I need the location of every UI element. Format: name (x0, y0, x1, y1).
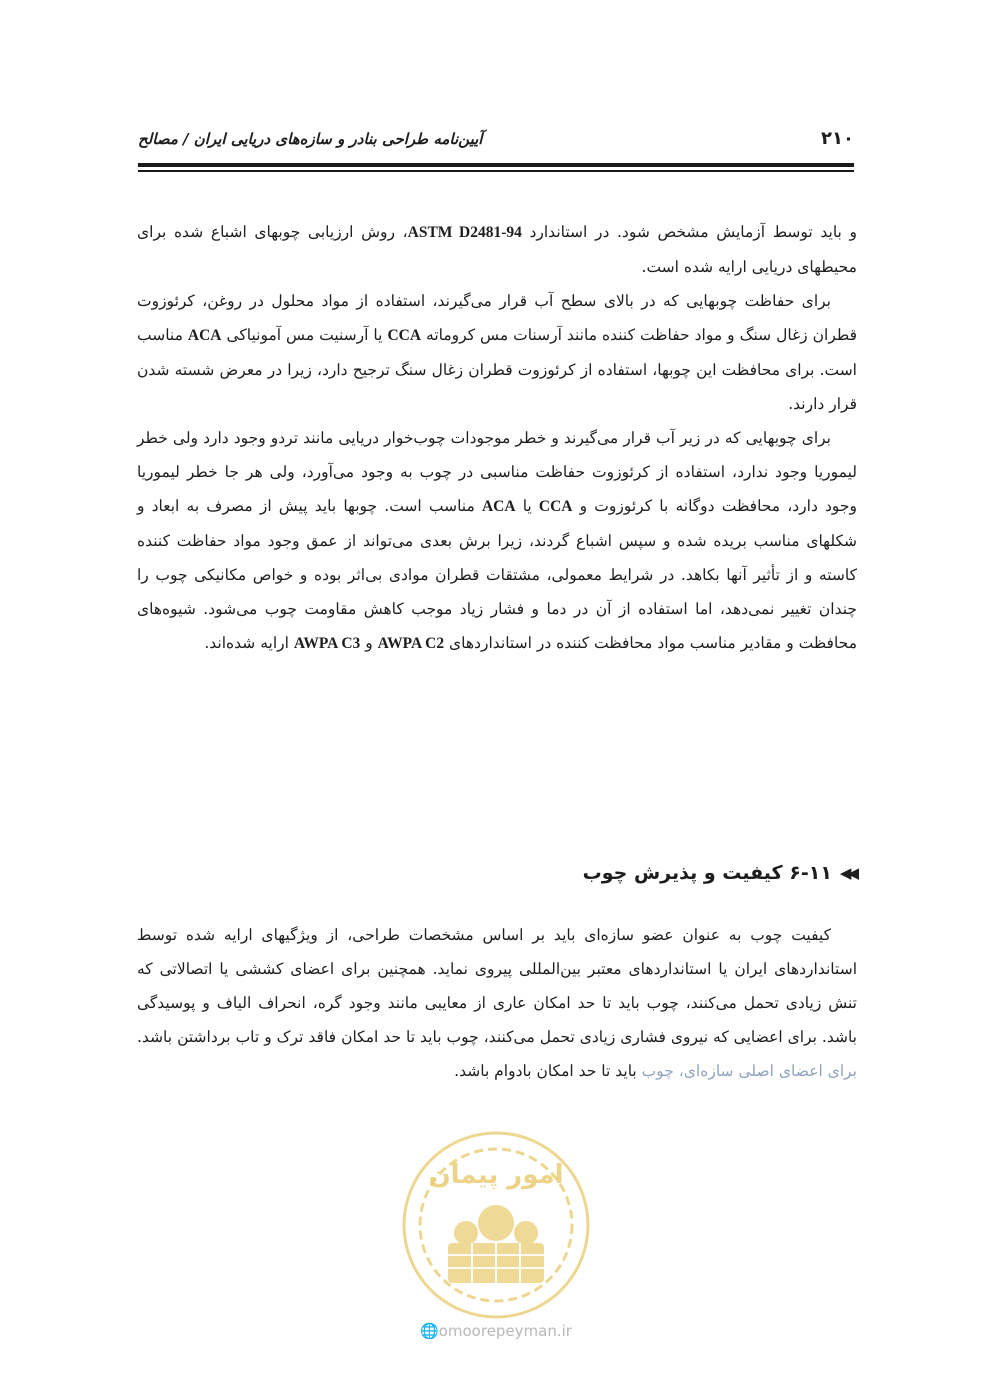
page-number: ۲۱۰ (821, 128, 854, 149)
paragraph-4 (137, 918, 857, 1088)
text-run: کیفیت چوب به عنوان عضو سازه‌ای باید بر اساس مشخصات طراحی، از ویژگیهای ارایه شده توسط استانداردهای ایران یا استانداردهای معتبر بین‌المللی پیروی نماید. همچنین برای اعضای کششی یا اتصالاتی که تنش زیادی تحمل می‌کنند، چوب باید تا حد امکان عاری از معایبی مانند وجود گره، انحراف الیاف و پوسیدگی باشد. برای اعضایی که نیروی فشاری زیادی تحمل می‌کنند، چوب باید تا حد امکان فاقد ترک و تاب برداشتن باشد. (137, 926, 857, 1046)
text-run: ، روش ارزیابی چوبهای اشباع شده برای محیطهای دریایی ارایه شده است. (137, 223, 857, 276)
faded-text-run: برای اعضای اصلی سازه‌ای، چوب (641, 1062, 857, 1080)
watermark-site-text: omoorepeyman.ir (438, 1322, 572, 1340)
standard-code: AWPA C3 (293, 635, 361, 652)
body-text-bottom (137, 918, 857, 1088)
abbreviation: CCA (538, 498, 573, 515)
text-run: باید تا حد امکان بادوام باشد. (454, 1062, 642, 1080)
text-run: ارایه شده‌اند. (204, 634, 294, 652)
paragraph-1 (137, 215, 857, 284)
body-text-top (137, 215, 857, 661)
watermark-logo-text: امور پیمان (428, 1160, 564, 1190)
globe-icon: 🌐 (420, 1322, 439, 1340)
text-run: یا (515, 497, 539, 515)
text-run: و (360, 634, 378, 652)
text-run: یا آرسنیت مس آمونیاکی (221, 326, 388, 344)
paragraph-2 (137, 284, 857, 421)
double-arrow-icon: ◀◀ (839, 864, 855, 882)
standard-code: ASTM D2481-94 (407, 224, 522, 241)
text-run: و باید توسط آزمایش مشخص شود. در استاندارد (521, 223, 857, 241)
page-header (138, 126, 854, 166)
watermark-logo (396, 1125, 596, 1325)
text-run: برای چوبهایی که در زیر آب قرار می‌گیرند و خطر موجودات چوب‌خوار دریایی مانند تردو وجود دارد ولی خطر لیموریا وجود ندارد، استفاده از کرئوزوت حفاظت مناسبی در چوب به وجود می‌آورد، ولی هر جا خطر لیموریا وجود دارد، محافظت دوگانه با کرئوزوت و (137, 429, 857, 515)
text-run: مناسب است. چوبها باید پیش از مصرف به ابعاد و شکلهای مناسب بریده شده و سپس اشباع گردند، زیرا برش بعدی می‌تواند از عمق وجود مواد حفاظت کننده کاسته و از تأثیر آنها بکاهد. در شرایط معمولی، مشتقات قطران موادی بی‌اثر بوده و خواص مکانیکی چوب را چندان تغییر نمی‌دهد، اما استفاده از آن در دما و فشار زیاد موجب کاهش مقاومت چوب می‌شود. شیوه‌های محافظت و مقادیر مناسب مواد محافظت کننده در استانداردهای (137, 497, 857, 652)
header-rule-thin (138, 170, 854, 172)
standard-code: AWPA C2 (377, 635, 445, 652)
abbreviation: ACA (481, 498, 516, 515)
section-title: ۶-۱۱ کیفیت و پذیرش چوب (582, 862, 832, 884)
paragraph-3 (137, 421, 857, 661)
text-run: مناسب است. برای محافظت این چوبها، استفاده از کرئوزوت قطران زغال سنگ ترجیح دارد، زیرا در معرض شسته شدن قرار دارند. (137, 326, 857, 413)
header-rule-thick (138, 163, 854, 167)
text-run: برای حفاظت چوبهایی که در بالای سطح آب قرار می‌گیرند، استفاده از مواد محلول در روغن، کرئوزوت قطران زغال سنگ و مواد حفاظت کننده مانند آرسنات مس کروماته (137, 292, 857, 344)
section-heading (583, 862, 855, 884)
running-title: آیین‌نامه طراحی بنادر و سازه‌های دریایی ایران / مصالح (138, 130, 483, 148)
abbreviation: CCA (387, 327, 422, 344)
abbreviation: ACA (187, 327, 222, 344)
watermark-site (0, 1322, 992, 1340)
